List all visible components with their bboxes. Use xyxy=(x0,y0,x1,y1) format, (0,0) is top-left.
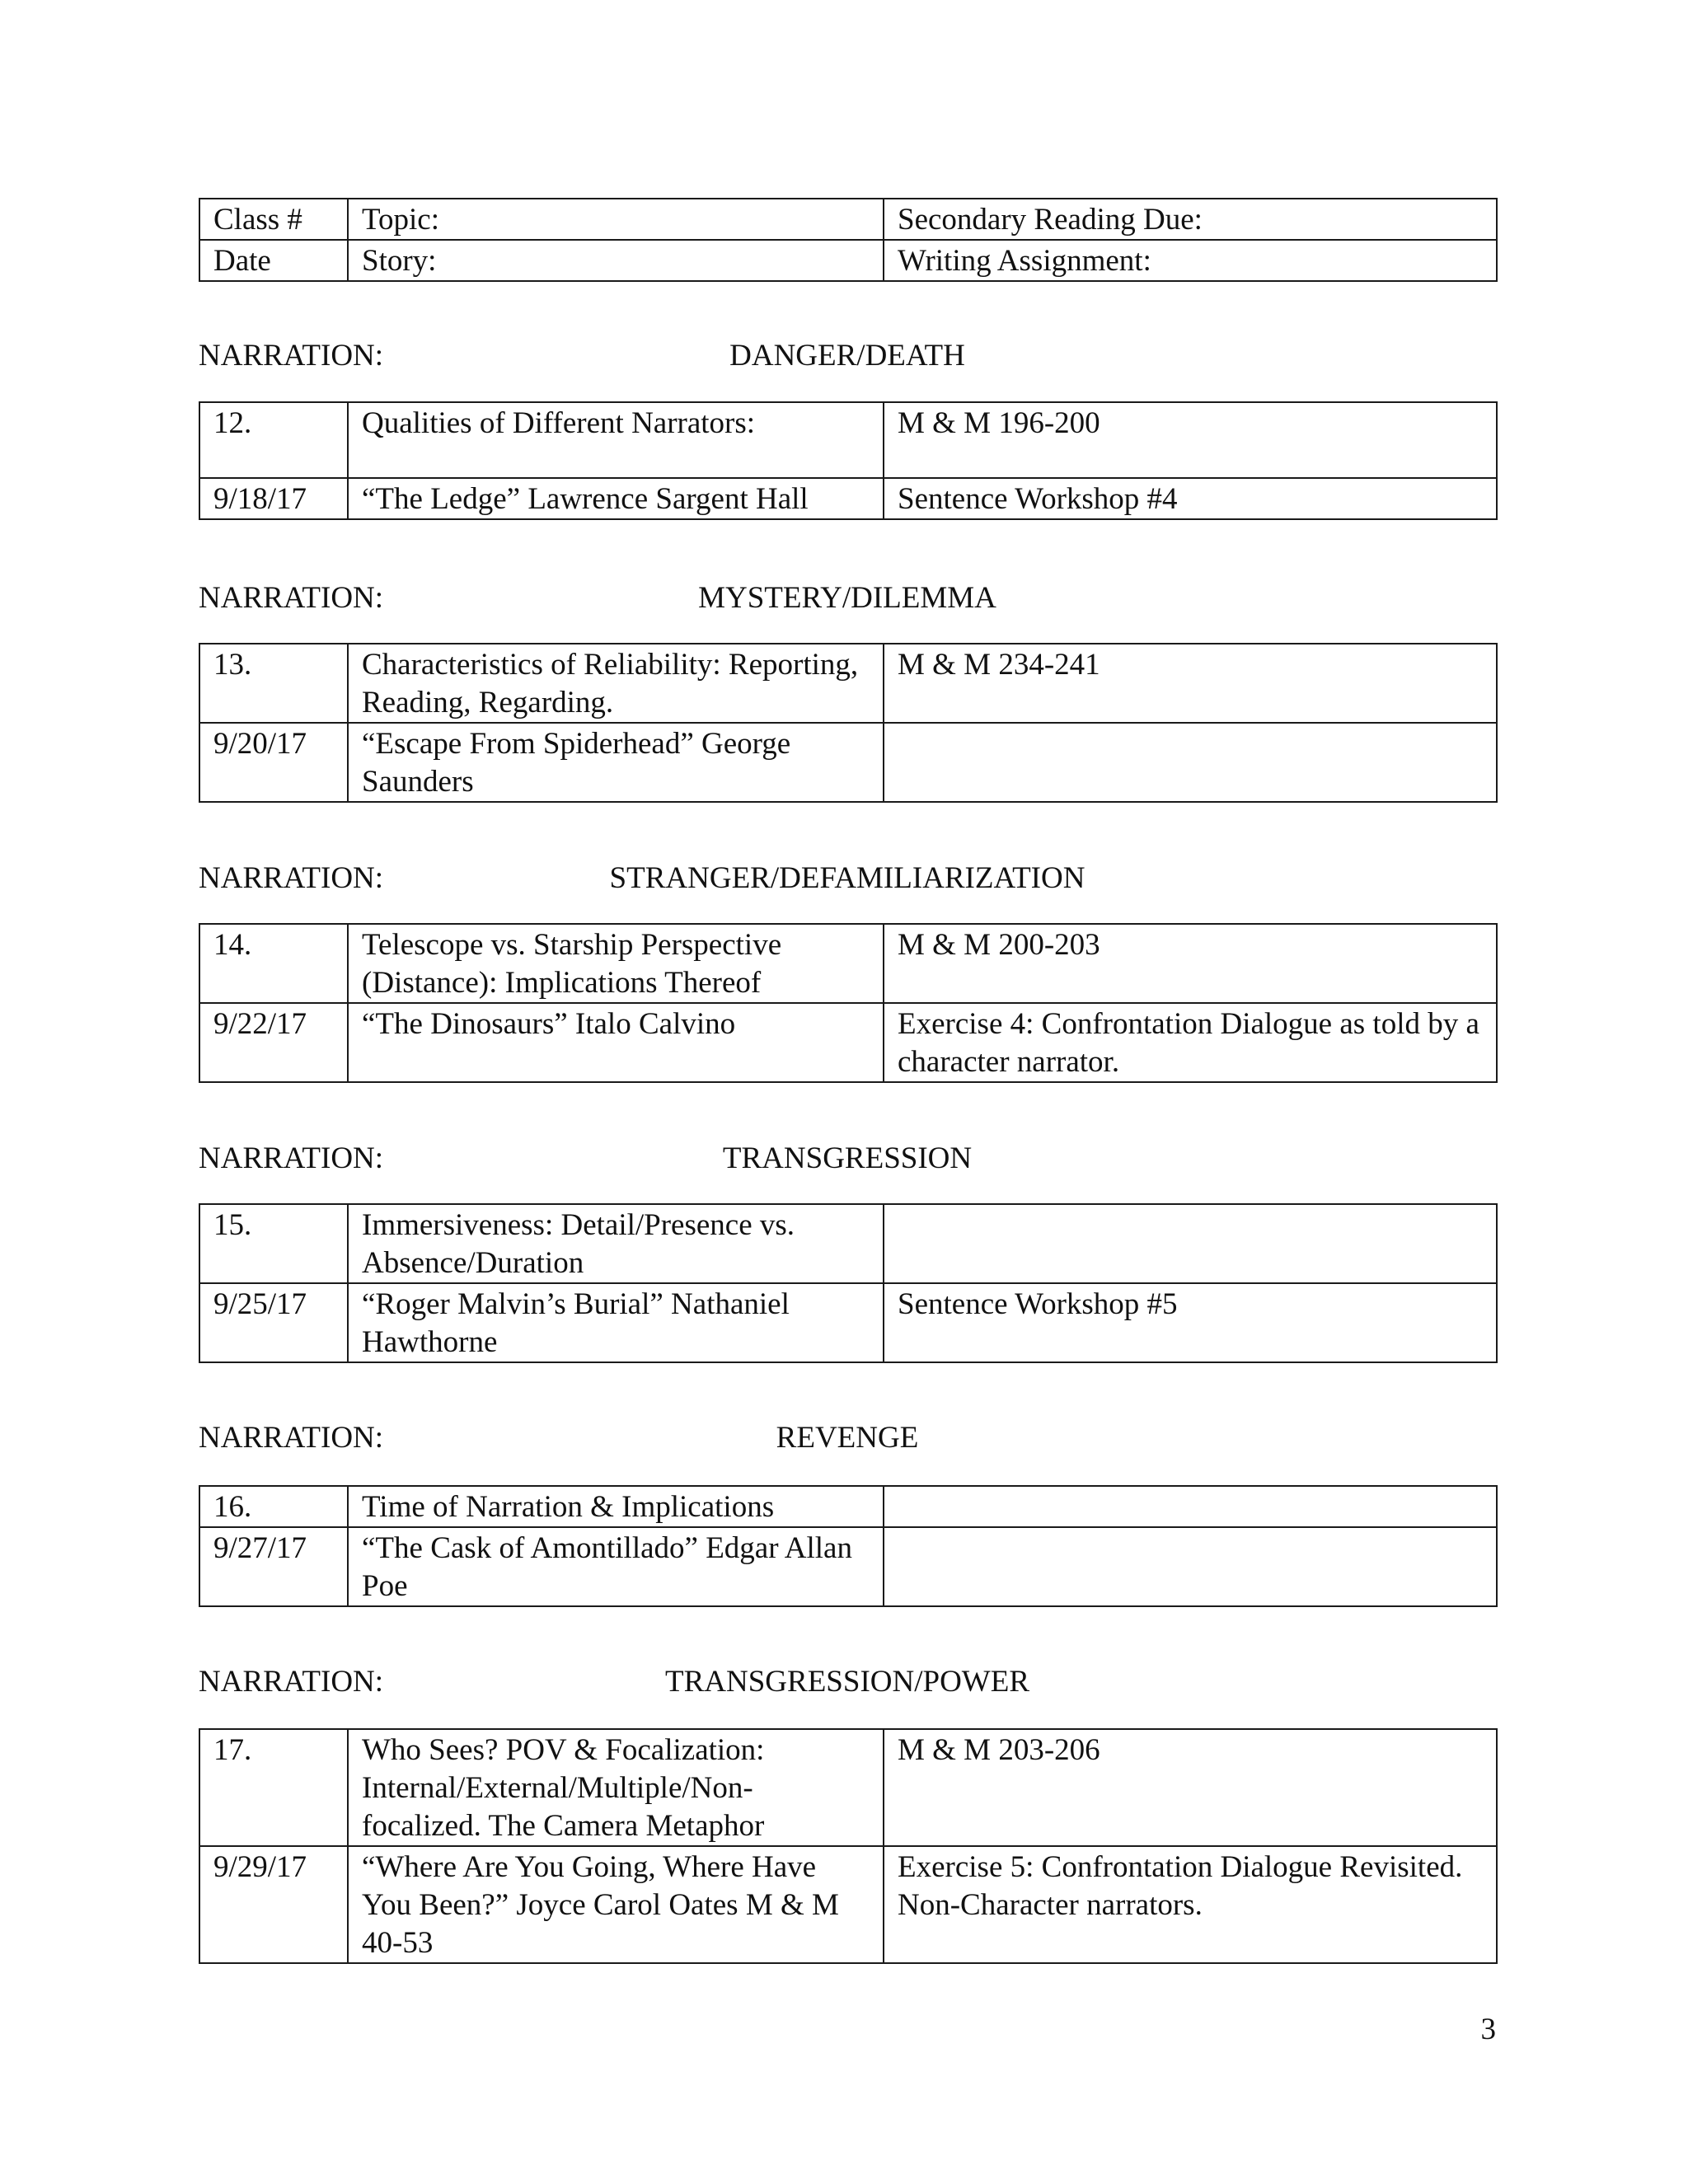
story-row xyxy=(199,1003,1497,1082)
section-heading xyxy=(199,860,1496,901)
writing-assignment xyxy=(884,1527,1497,1606)
class-table xyxy=(199,643,1498,803)
section-heading xyxy=(199,1663,1496,1704)
class-table xyxy=(199,1203,1498,1363)
topic-row xyxy=(199,402,1497,478)
section-theme: STRANGER/DEFAMILIARIZATION xyxy=(609,861,1085,895)
class-number: 16. xyxy=(199,1486,348,1527)
section-theme: REVENGE xyxy=(776,1421,919,1455)
legend-writing-assignment: Writing Assignment: xyxy=(884,240,1497,281)
page-number: 3 xyxy=(1480,2013,1496,2046)
legend-secondary-reading: Secondary Reading Due: xyxy=(884,199,1497,240)
secondary-reading: M & M 234-241 xyxy=(884,644,1497,723)
story-row xyxy=(199,478,1497,519)
writing-assignment: Exercise 5: Confrontation Dialogue Revisited. Non-Character narrators. xyxy=(884,1846,1497,1963)
schedule-legend-table xyxy=(199,198,1498,282)
legend-row xyxy=(199,240,1497,281)
class-number: 15. xyxy=(199,1204,348,1283)
story-row xyxy=(199,723,1497,802)
class-number: 13. xyxy=(199,644,348,723)
section-theme: DANGER/DEATH xyxy=(729,339,965,373)
class-story: “Roger Malvin’s Burial” Nathaniel Hawthorne xyxy=(348,1283,884,1362)
writing-assignment: Exercise 4: Confrontation Dialogue as told by a character narrator. xyxy=(884,1003,1497,1082)
section-theme: MYSTERY/DILEMMA xyxy=(698,581,996,615)
class-story: “Where Are You Going, Where Have You Been?” Joyce Carol Oates M & M 40-53 xyxy=(348,1846,884,1963)
topic-row xyxy=(199,1204,1497,1283)
secondary-reading: M & M 200-203 xyxy=(884,924,1497,1003)
class-table xyxy=(199,923,1498,1083)
section-heading xyxy=(199,1140,1496,1181)
class-topic: Immersiveness: Detail/Presence vs. Absence/Duration xyxy=(348,1204,884,1283)
class-number: 12. xyxy=(199,402,348,478)
class-date: 9/20/17 xyxy=(199,723,348,802)
topic-row xyxy=(199,1486,1497,1527)
section-label: NARRATION: xyxy=(199,1665,384,1699)
legend-topic: Topic: xyxy=(348,199,884,240)
section-label: NARRATION: xyxy=(199,1421,384,1455)
section-heading xyxy=(199,337,1496,378)
class-date: 9/22/17 xyxy=(199,1003,348,1082)
class-date: 9/25/17 xyxy=(199,1283,348,1362)
topic-row xyxy=(199,924,1497,1003)
legend-story: Story: xyxy=(348,240,884,281)
section-theme: TRANSGRESSION/POWER xyxy=(665,1665,1029,1699)
class-topic: Characteristics of Reliability: Reporting, Reading, Regarding. xyxy=(348,644,884,723)
class-table xyxy=(199,1485,1498,1607)
class-number: 17. xyxy=(199,1729,348,1846)
secondary-reading xyxy=(884,1204,1497,1283)
section-label: NARRATION: xyxy=(199,339,384,373)
writing-assignment: Sentence Workshop #5 xyxy=(884,1283,1497,1362)
topic-row xyxy=(199,1729,1497,1846)
section-theme: TRANSGRESSION xyxy=(722,1141,973,1175)
secondary-reading xyxy=(884,1486,1497,1527)
section-label: NARRATION: xyxy=(199,1141,384,1175)
class-story: “Escape From Spiderhead” George Saunders xyxy=(348,723,884,802)
writing-assignment xyxy=(884,723,1497,802)
class-topic: Qualities of Different Narrators: xyxy=(348,402,884,478)
class-date: 9/18/17 xyxy=(199,478,348,519)
story-row xyxy=(199,1283,1497,1362)
story-row xyxy=(199,1846,1497,1963)
class-story: “The Ledge” Lawrence Sargent Hall xyxy=(348,478,884,519)
class-topic: Time of Narration & Implications xyxy=(348,1486,884,1527)
secondary-reading: M & M 196-200 xyxy=(884,402,1497,478)
secondary-reading: M & M 203-206 xyxy=(884,1729,1497,1846)
section-label: NARRATION: xyxy=(199,861,384,895)
class-story: “The Dinosaurs” Italo Calvino xyxy=(348,1003,884,1082)
section-heading xyxy=(199,579,1496,621)
section-heading xyxy=(199,1419,1496,1460)
class-topic: Who Sees? POV & Focalization: Internal/External/Multiple/Non-focalized. The Camera Metaphor xyxy=(348,1729,884,1846)
legend-row xyxy=(199,199,1497,240)
class-table xyxy=(199,401,1498,520)
writing-assignment: Sentence Workshop #4 xyxy=(884,478,1497,519)
class-date: 9/27/17 xyxy=(199,1527,348,1606)
legend-class-number: Class # xyxy=(199,199,348,240)
class-number: 14. xyxy=(199,924,348,1003)
story-row xyxy=(199,1527,1497,1606)
class-date: 9/29/17 xyxy=(199,1846,348,1963)
class-topic: Telescope vs. Starship Perspective (Distance): Implications Thereof xyxy=(348,924,884,1003)
class-story: “The Cask of Amontillado” Edgar Allan Poe xyxy=(348,1527,884,1606)
section-label: NARRATION: xyxy=(199,581,384,615)
class-table xyxy=(199,1728,1498,1964)
topic-row xyxy=(199,644,1497,723)
legend-date: Date xyxy=(199,240,348,281)
